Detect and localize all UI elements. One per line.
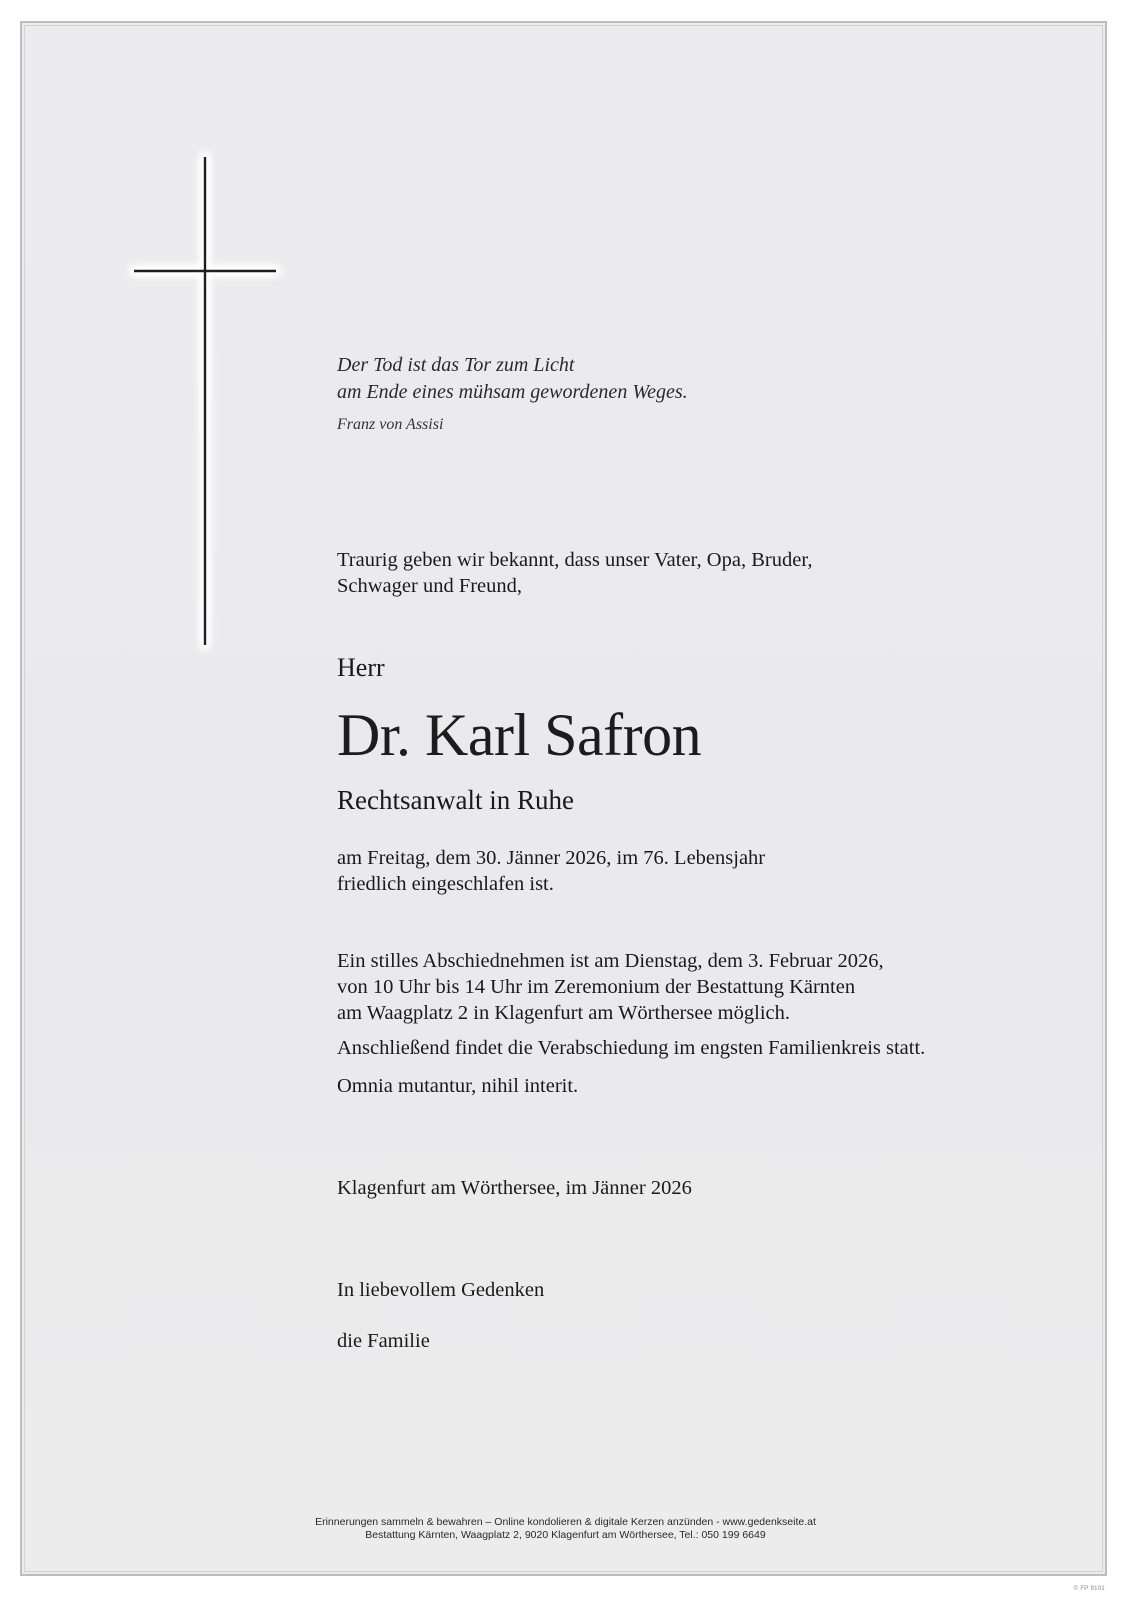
farewell-line-1: Ein stilles Abschiednehmen ist am Dienstag, dem 3. Februar 2026, — [337, 950, 884, 972]
footer-line-1: Erinnerungen sammeln & bewahren – Online kondolieren & digitale Kerzen anzünden - www.gedenkseite.at — [315, 1516, 816, 1528]
salutation: Herr — [337, 653, 385, 682]
copyright: © FP 9101 — [1073, 1586, 1105, 1592]
farewell-line-2: von 10 Uhr bis 14 Uhr im Zeremonium der Bestattung Kärnten — [337, 976, 856, 998]
farewell-line-3: am Waagplatz 2 in Klagenfurt am Wörthersee möglich. — [337, 1002, 790, 1024]
death-line-1: am Freitag, dem 30. Jänner 2026, im 76. Lebensjahr — [337, 847, 766, 869]
farewell-after: Anschließend findet die Verabschiedung im engsten Familienkreis statt. — [337, 1037, 926, 1059]
announcement-intro — [337, 547, 812, 599]
quote-author: Franz von Assisi — [337, 416, 444, 433]
quote — [337, 352, 688, 406]
intro-line-1: Traurig geben wir bekannt, dass unser Vater, Opa, Bruder, — [337, 549, 813, 571]
farewell-details — [337, 948, 884, 1026]
closing-family: die Familie — [337, 1330, 430, 1352]
quote-line-2: am Ende eines mühsam gewordenen Weges. — [337, 381, 688, 403]
footer-line-2: Bestattung Kärnten, Waagplatz 2, 9020 Klagenfurt am Wörthersee, Tel.: 050 199 6649 — [365, 1529, 766, 1541]
deceased-name: Dr. Karl Safron — [337, 702, 702, 768]
death-notice — [337, 845, 765, 897]
closing-memory: In liebevollem Gedenken — [337, 1279, 545, 1301]
motto: Omnia mutantur, nihil interit. — [337, 1075, 579, 1097]
death-line-2: friedlich eingeschlafen ist. — [337, 873, 554, 895]
quote-line-1: Der Tod ist das Tor zum Licht — [337, 354, 575, 376]
footer — [0, 1516, 1131, 1542]
intro-line-2: Schwager und Freund, — [337, 575, 523, 597]
place-date: Klagenfurt am Wörthersee, im Jänner 2026 — [337, 1177, 692, 1199]
deceased-title: Rechtsanwalt in Ruhe — [337, 785, 574, 815]
